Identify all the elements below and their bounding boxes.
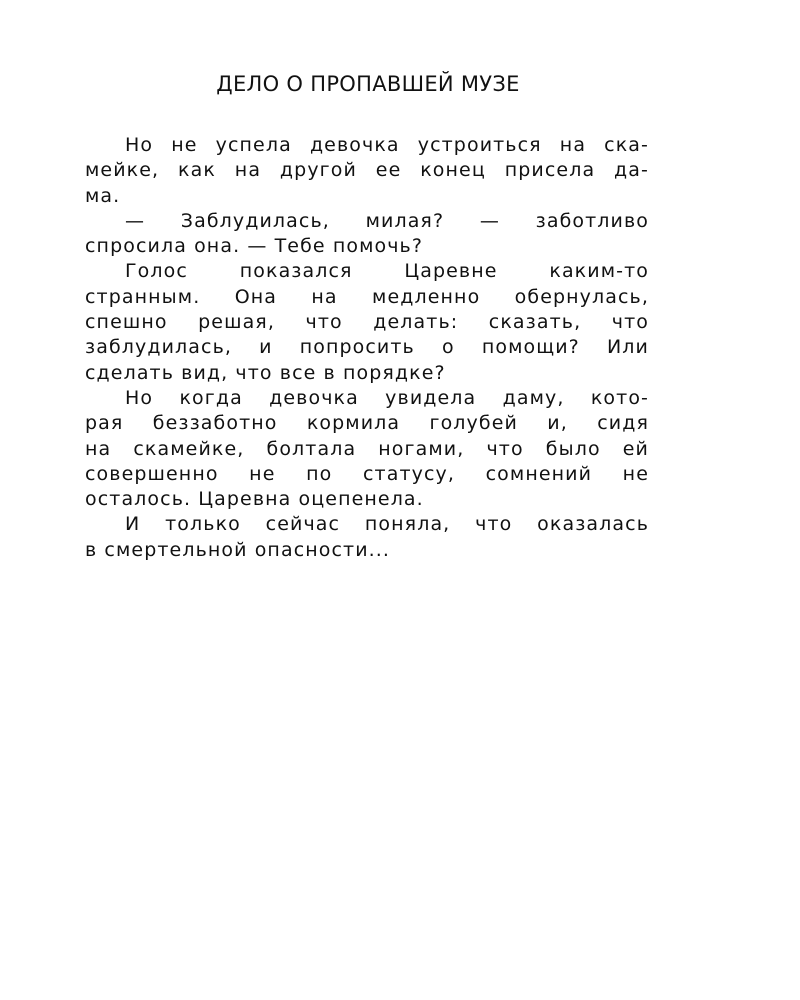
text-line: И только сейчас поняла, что оказалась — [125, 513, 649, 536]
paragraph — [85, 133, 649, 209]
text-line: Голос показался Царевне каким-то — [125, 260, 649, 283]
text-line: совершенно не по статусу, сомнений не — [85, 462, 649, 485]
text-line: странным. Она на медленно обернулась, — [85, 285, 649, 308]
text-line: спешно решая, что делать: сказать, что — [85, 311, 649, 334]
text-line: сделать вид, что все в порядке? — [85, 361, 446, 384]
text-line: заблудилась, и попросить о помощи? Или — [85, 336, 649, 359]
paragraph — [85, 209, 649, 260]
text-line: мейке, как на другой ее конец присела да- — [85, 159, 649, 182]
paragraph — [85, 386, 649, 512]
text-line: на скамейке, болтала ногами, что было ей — [85, 437, 649, 460]
text-line: спросила она. — Тебе помочь? — [85, 235, 424, 258]
running-head: ДЕЛО О ПРОПАВШЕЙ МУЗЕ — [216, 72, 520, 96]
text-line: осталось. Царевна оцепенела. — [85, 488, 424, 511]
paragraph — [85, 512, 649, 563]
text-line: Но когда девочка увидела даму, кото- — [125, 386, 649, 409]
text-line: рая беззаботно кормила голубей и, сидя — [85, 412, 649, 435]
body-text — [85, 133, 649, 563]
text-line: — Заблудилась, милая? — заботливо — [125, 209, 649, 232]
text-line: Но не успела девочка устроиться на ска- — [125, 134, 649, 156]
paragraph — [85, 259, 649, 385]
text-line: в смертельной опасности... — [85, 538, 391, 561]
text-line: ма. — [85, 184, 121, 207]
